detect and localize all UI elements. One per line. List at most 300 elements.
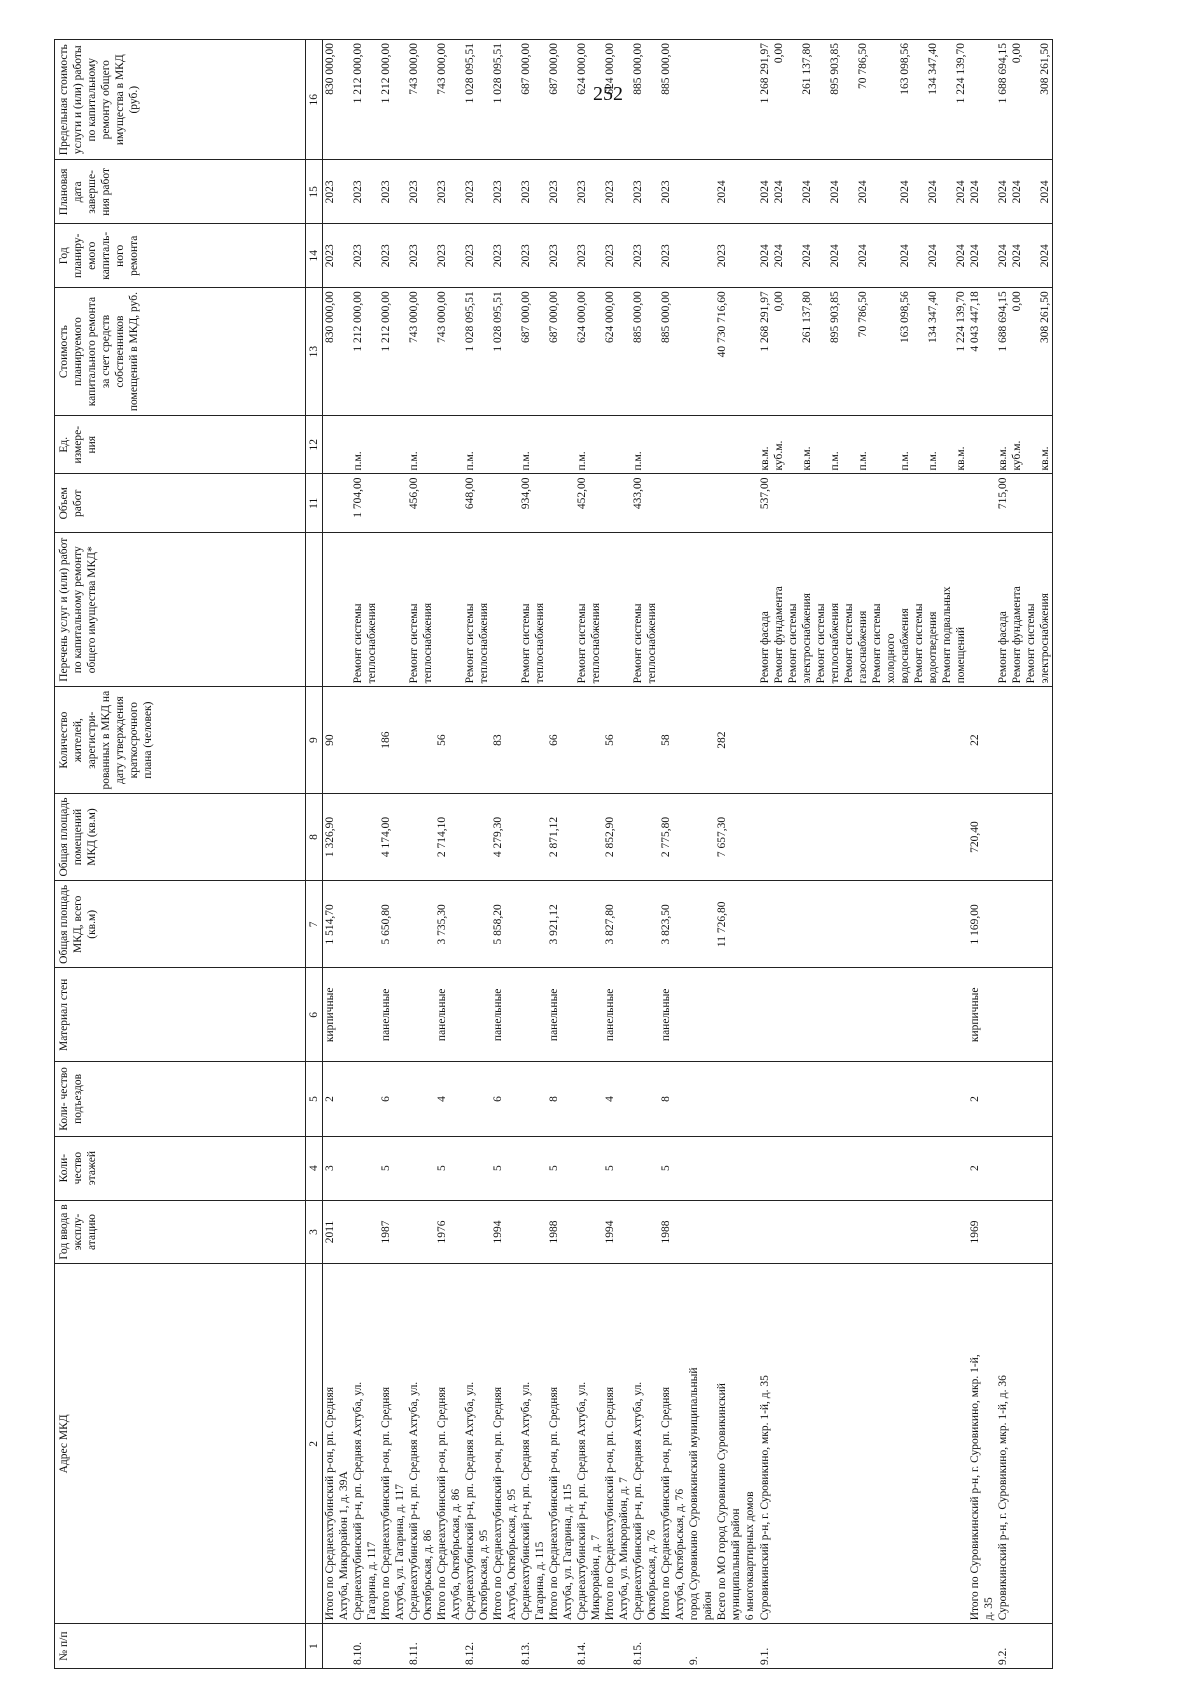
column-header: Материал стен [55,968,306,1062]
planned-cost-line: 1 268 291,97 [758,291,771,352]
planned-year-line: 2023 [632,244,645,268]
row-number-text: 8.10. [352,1642,365,1665]
cell-planned-year [996,224,1053,288]
works-list-line: Ремонт системы [786,603,799,684]
works-list-line: Ремонт подвальных [940,586,953,684]
cell-completion-date [968,160,996,224]
cell-unit [351,415,379,474]
cell-year-built [968,1200,996,1264]
cell-wall-material [491,968,519,1062]
cell-works-list [491,533,519,687]
cell-residents [603,687,631,793]
total-area-text: 1 514,70 [324,904,337,945]
completion-date-line [912,160,926,223]
entrances-text: 8 [660,1096,673,1102]
table-row [491,40,519,1669]
unit-line: п.м. [828,451,841,471]
cell-work-volume [351,474,379,533]
works-list-line: водоснабжения [898,608,911,684]
cost-limit-line [870,43,884,159]
works-list-line: Ремонт системы [814,603,827,684]
residents-text: 282 [716,731,729,749]
cost-limit-line: 687 000,00 [520,43,533,95]
floors-text: 2 [968,1165,981,1171]
table-row [687,40,715,1669]
header-titles-row [55,40,306,1669]
cost-limit-line: 134 347,40 [926,43,939,95]
cell-floors [351,1136,379,1200]
cell-floors [379,1136,407,1200]
floors-text: 5 [660,1165,673,1171]
cell-residents [547,687,575,793]
entrances-text: 2 [324,1096,337,1102]
cell-planned-cost [323,288,352,416]
cell-wall-material [519,968,547,1062]
works-list-line: водоотведения [926,611,939,684]
planned-cost-line: 0,00 [1010,291,1023,312]
table-row [435,40,463,1669]
cell-unit [758,415,968,474]
table-row [379,40,407,1669]
completion-date-line: 2023 [492,180,505,204]
row-number-text: 9.1. [758,1647,771,1665]
cell-works-list [687,533,715,687]
cell-address [575,1264,603,1624]
completion-date-line: 2023 [604,180,617,204]
cost-limit-line: 163 098,56 [898,43,911,95]
planned-year-line: 2023 [492,244,505,268]
column-number: 9 [306,687,323,793]
address-line: Ахтуба, Октябрьская, д. 76 [674,1488,687,1621]
cell-wall-material [968,968,996,1062]
cost-limit-line: 624 000,00 [604,43,617,95]
cell-year-built [687,1200,715,1264]
planned-year-line: 2023 [408,244,421,268]
work-volume-text: 452,00 [576,477,589,510]
cell-unit [631,415,659,474]
cell-planned-year [407,224,435,288]
cost-limit-line [786,43,800,159]
cell-planned-year [519,224,547,288]
cell-wall-material [435,968,463,1062]
floors-text: 5 [548,1165,561,1171]
cell-entrances [603,1062,631,1137]
planned-cost-line: 687 000,00 [548,291,561,343]
cell-year-built [435,1200,463,1264]
row-number-text: 9. [688,1656,701,1665]
total-area-text: 5 858,20 [492,904,505,945]
cell-entrances [379,1062,407,1137]
year-built-text: 1976 [436,1220,449,1244]
cell-completion-date [687,160,715,224]
cell-cost-limit [519,40,547,160]
planned-cost-line: 1 028 095,51 [464,291,477,352]
works-list-line: теплоснабжения [366,602,379,684]
cell-address [519,1264,547,1624]
works-list-line: Ремонт системы [1024,603,1037,684]
table-row [996,40,1053,1669]
cell-unit [687,415,715,474]
cell-entrances [631,1062,659,1137]
address-line: Среднеахтубинский р-н, рп. Средняя Ахтуба, ул. [632,1381,645,1621]
cell-row-number [603,1624,631,1669]
cell-work-volume [631,474,659,533]
cell-row-number [351,1624,379,1669]
cell-residents [519,687,547,793]
row-number-text: 8.12. [464,1642,477,1665]
cell-planned-cost [659,288,687,416]
unit-line: куб.м. [1010,440,1023,471]
completion-date-line [814,160,828,223]
cell-floors [491,1136,519,1200]
cell-row-number [687,1624,715,1669]
cell-work-volume [435,474,463,533]
cell-entrances [687,1062,715,1137]
column-header: Плановая дата заверше- ния работ [55,160,306,224]
year-built-text: 1994 [604,1220,617,1244]
cell-total-area [659,881,687,968]
address-line: Суровикинский р-н, г. Суровикино, мкр. 1-й, д. 36 [996,1375,1009,1621]
entrances-text: 4 [436,1096,449,1102]
cell-address [687,1264,715,1624]
column-header: Предельная стоимость услуги и (или) работы по капитальному ремонту общего имущества в МКД (руб.) [55,40,306,160]
completion-date-line: 2024 [772,180,785,204]
cell-residents [323,687,352,793]
planned-cost-line [786,291,800,415]
column-header: Год планиру- емого капиталь- ного ремонта [55,224,306,288]
column-header: Перечень услуг и (или) работ по капитальному ремонту общего имущества МКД* [55,533,306,687]
cell-completion-date [715,160,757,224]
cell-cost-limit [996,40,1053,160]
cell-floors [435,1136,463,1200]
unit-line: п.м. [408,451,421,471]
completion-date-line: 2024 [1010,180,1023,204]
cell-entrances [323,1062,352,1137]
cell-cost-limit [435,40,463,160]
cell-floors [687,1136,715,1200]
cell-row-number [435,1624,463,1669]
cell-entrances [659,1062,687,1137]
cell-premises-area [351,793,379,880]
completion-date-line: 2023 [632,180,645,204]
planned-year-line [912,224,926,287]
planned-year-line: 2023 [352,244,365,268]
cell-floors [547,1136,575,1200]
wall-material-text: панельные [436,988,449,1042]
unit-line [912,416,926,471]
cell-unit [575,415,603,474]
planned-cost-line: 40 730 716,60 [716,291,729,358]
cell-address [968,1264,996,1624]
cell-wall-material [323,968,352,1062]
planned-year-line: 2023 [716,244,729,268]
planned-year-line: 2023 [576,244,589,268]
cell-address [996,1264,1053,1624]
unit-line [814,416,828,471]
cost-limit-line: 1 028 095,51 [464,43,477,104]
row-number-text: 8.13. [520,1642,533,1665]
cell-premises-area [519,793,547,880]
header-numbers-row [306,40,323,1669]
cell-floors [715,1136,757,1200]
cell-floors [463,1136,491,1200]
cell-planned-year [491,224,519,288]
entrances-text: 6 [492,1096,505,1102]
cost-limit-line: 624 000,00 [576,43,589,95]
cell-row-number [379,1624,407,1669]
entrances-text: 6 [380,1096,393,1102]
column-number: 11 [306,474,323,533]
cell-cost-limit [323,40,352,160]
cost-limit-line: 687 000,00 [548,43,561,95]
planned-cost-line: 830 000,00 [324,291,337,343]
cell-floors [407,1136,435,1200]
cell-unit [968,415,996,474]
wall-material-text: панельные [660,988,673,1042]
cell-address [491,1264,519,1624]
cell-planned-year [968,224,996,288]
cell-planned-cost [631,288,659,416]
cell-total-area [996,881,1053,968]
completion-date-line: 2023 [520,180,533,204]
cell-address [463,1264,491,1624]
planned-year-line [842,224,856,287]
entrances-text: 2 [968,1096,981,1102]
planned-year-line: 2024 [758,244,771,268]
cell-cost-limit [351,40,379,160]
cell-planned-year [547,224,575,288]
cell-works-list [758,533,968,687]
table-row [323,40,352,1669]
cell-cost-limit [715,40,757,160]
cost-limit-line: 70 786,50 [856,43,869,89]
cell-planned-cost [491,288,519,416]
column-header: Общая площадь помещений МКД (кв.м) [55,793,306,880]
works-list-line: Ремонт фасада [996,611,1009,684]
column-header: Количество жителей, зарегистри- рованных в МКД на дату утверждения краткосрочного плана (человек) [55,687,306,793]
cell-premises-area [715,793,757,880]
works-list-line: электроснабжения [800,593,813,684]
completion-date-line: 2023 [464,180,477,204]
cell-year-built [463,1200,491,1264]
cell-residents [968,687,996,793]
cell-year-built [758,1200,968,1264]
cost-limit-line: 308 261,50 [1038,43,1051,95]
cell-work-volume [659,474,687,533]
completion-date-line: 2024 [758,180,771,204]
cell-wall-material [547,968,575,1062]
cell-unit [659,415,687,474]
completion-date-line: 2023 [548,180,561,204]
unit-line [870,416,884,471]
unit-line: п.м. [520,451,533,471]
table-row [547,40,575,1669]
table-row [351,40,379,1669]
cell-cost-limit [379,40,407,160]
table-row [631,40,659,1669]
cell-cost-limit [968,40,996,160]
cell-premises-area [323,793,352,880]
completion-date-line [842,160,856,223]
unit-line: п.м. [926,451,939,471]
address-line: д. 35 [982,1597,995,1621]
address-line: Гагарина, д. 117 [366,1541,379,1621]
completion-date-line: 2024 [968,180,981,204]
cell-completion-date [603,160,631,224]
cell-planned-cost [547,288,575,416]
cell-planned-year [715,224,757,288]
total-area-text: 3 921,12 [548,904,561,945]
cost-limit-line [1024,43,1038,159]
cost-limit-line: 1 212 000,00 [352,43,365,104]
cell-address [659,1264,687,1624]
cell-address [407,1264,435,1624]
column-header: № п/п [55,1624,306,1669]
cell-unit [603,415,631,474]
planned-cost-line: 1 224 139,70 [954,291,967,352]
cell-residents [435,687,463,793]
year-built-text: 2011 [324,1220,337,1244]
residents-text: 56 [436,734,449,746]
table-row [659,40,687,1669]
cell-planned-cost [407,288,435,416]
cell-residents [715,687,757,793]
planned-cost-line: 1 212 000,00 [380,291,393,352]
cell-works-list [575,533,603,687]
cell-total-area [435,881,463,968]
unit-line [884,416,898,471]
cell-premises-area [603,793,631,880]
works-list-line: Ремонт системы [870,603,883,684]
cell-works-list [603,533,631,687]
repair-plan-table [54,39,1053,1669]
cell-works-list [547,533,575,687]
cell-work-volume [491,474,519,533]
cell-floors [631,1136,659,1200]
cell-row-number [758,1624,968,1669]
year-built-text: 1988 [660,1220,673,1244]
row-number-text: 9.2. [996,1647,1009,1665]
address-line: 6 многоквартирных домов [744,1491,757,1621]
cost-limit-line: 895 903,85 [828,43,841,95]
address-line: Итого по Суровикинский р-н, г. Суровикино, мкр. 1-й, [968,1354,981,1621]
cell-wall-material [715,968,757,1062]
cell-floors [758,1136,968,1200]
table-row [575,40,603,1669]
cell-planned-year [351,224,379,288]
residents-text: 186 [380,731,393,749]
address-line: Ахтуба, Микрорайон 1, д. 39А [338,1471,351,1621]
cell-planned-year [687,224,715,288]
floors-text: 5 [604,1165,617,1171]
cell-premises-area [968,793,996,880]
planned-cost-line: 743 000,00 [436,291,449,343]
planned-cost-line: 743 000,00 [408,291,421,343]
cell-premises-area [758,793,968,880]
cost-limit-line: 885 000,00 [660,43,673,95]
cell-wall-material [996,968,1053,1062]
cell-works-list [379,533,407,687]
planned-year-line [870,224,884,287]
cell-work-volume [323,474,352,533]
cell-wall-material [659,968,687,1062]
cell-works-list [463,533,491,687]
cell-total-area [758,881,968,968]
cell-planned-year [379,224,407,288]
cell-total-area [379,881,407,968]
planned-year-line: 2023 [660,244,673,268]
works-list-line: теплоснабжения [646,602,659,684]
planned-cost-line: 1 212 000,00 [352,291,365,352]
cell-row-number [968,1624,996,1669]
planned-cost-line: 0,00 [772,291,785,312]
residents-text: 90 [324,734,337,746]
cell-residents [491,687,519,793]
cell-row-number [996,1624,1053,1669]
total-area-text: 11 726,80 [716,901,729,948]
cell-year-built [519,1200,547,1264]
address-line: Итого по Среднеахтубинский р-он, рп. Средняя [660,1386,673,1621]
planned-year-line: 2023 [436,244,449,268]
cell-total-area [463,881,491,968]
unit-line: кв.м. [1038,446,1051,471]
planned-year-line: 2024 [772,244,785,268]
cell-unit [435,415,463,474]
address-line: Ахтуба, Октябрьская, д. 86 [450,1488,463,1621]
cell-works-list [631,533,659,687]
works-list-line: помещений [954,626,967,684]
address-line: Итого по Среднеахтубинский р-он, рп. Средняя [492,1386,505,1621]
cell-entrances [351,1062,379,1137]
cell-planned-year [603,224,631,288]
cell-work-volume [575,474,603,533]
cell-total-area [323,881,352,968]
residents-text: 58 [660,734,673,746]
cost-limit-line [814,43,828,159]
planned-cost-line: 624 000,00 [604,291,617,343]
planned-cost-line: 1 028 095,51 [492,291,505,352]
planned-year-line [814,224,828,287]
page-number: 252 [593,83,623,105]
table-row [603,40,631,1669]
cell-unit [519,415,547,474]
cell-wall-material [575,968,603,1062]
unit-line: п.м. [898,451,911,471]
address-line: Итого по Среднеахтубинский р-он, рп. Средняя [436,1386,449,1621]
work-volume-text: 433,00 [632,477,645,510]
cell-total-area [575,881,603,968]
unit-line: п.м. [352,451,365,471]
cell-address [715,1264,757,1624]
work-volume-text: 537,00 [758,477,771,510]
cell-unit [407,415,435,474]
cell-works-list [659,533,687,687]
cell-year-built [631,1200,659,1264]
cell-completion-date [659,160,687,224]
cell-residents [351,687,379,793]
planned-cost-line: 163 098,56 [898,291,911,343]
planned-year-line [884,224,898,287]
cell-premises-area [575,793,603,880]
table-row [519,40,547,1669]
unit-line: п.м. [576,451,589,471]
works-list-line: газоснабжения [856,610,869,684]
cell-wall-material [603,968,631,1062]
cell-residents [379,687,407,793]
cell-works-list [407,533,435,687]
works-list-line: теплоснабжения [590,602,603,684]
planned-cost-line: 70 786,50 [856,291,869,338]
